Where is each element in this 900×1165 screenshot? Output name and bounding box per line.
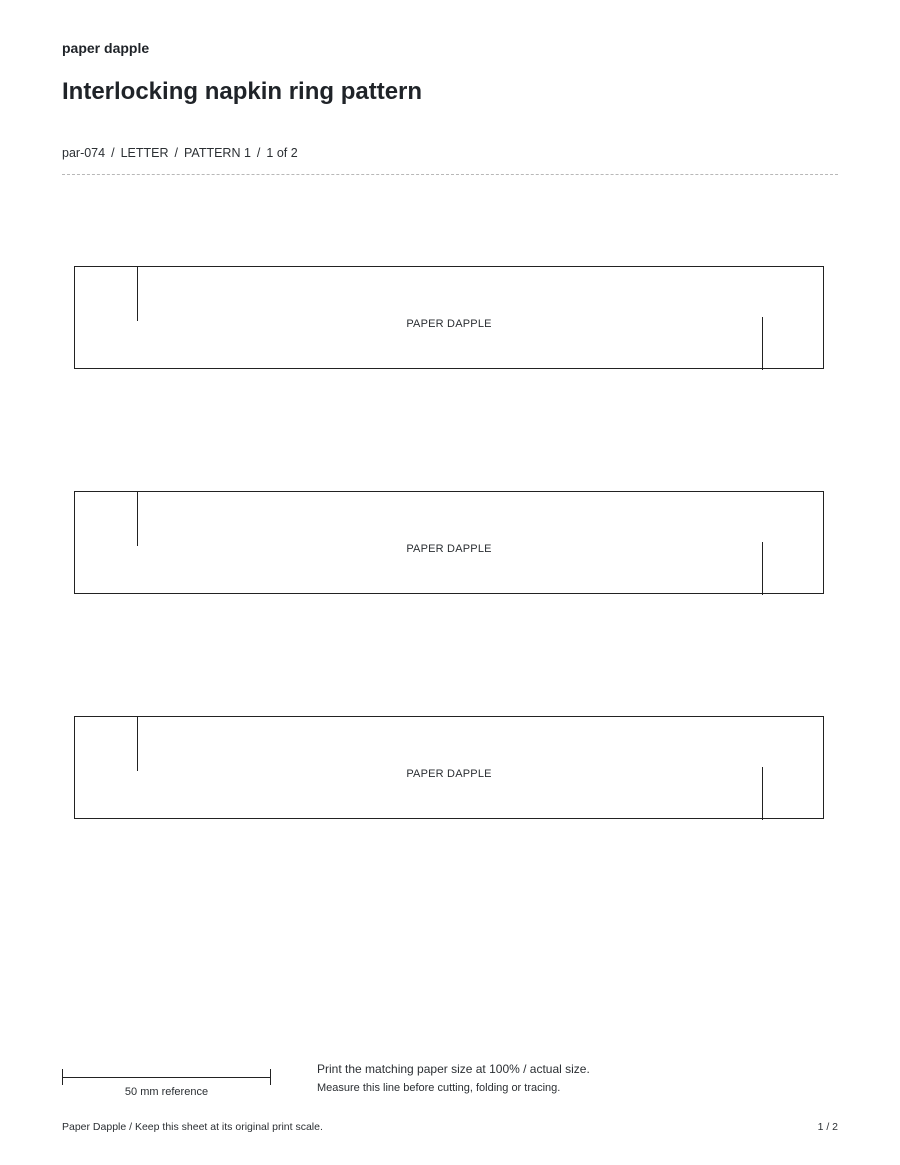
footer-note: Paper Dapple / Keep this sheet at its original print scale.: [62, 1121, 323, 1133]
slot-cut-line-left: [137, 267, 138, 321]
napkin-ring-strip: [74, 491, 824, 594]
breadcrumb-code: par-074: [62, 146, 106, 160]
breadcrumb-separator: /: [256, 146, 261, 160]
strip-label: PAPER DAPPLE: [406, 543, 492, 555]
strip-label: PAPER DAPPLE: [406, 768, 492, 780]
breadcrumb-separator: /: [174, 146, 178, 160]
slot-cut-line-left: [137, 492, 138, 546]
page-number: 1 / 2: [817, 1121, 838, 1133]
breadcrumb-separator: /: [111, 146, 115, 160]
slot-cut-line-left: [137, 717, 138, 771]
measure-instruction: Measure this line before cutting, folding or tracing.: [317, 1082, 561, 1094]
header-divider: [62, 174, 838, 175]
page-title: Interlocking napkin ring pattern: [62, 78, 423, 105]
scale-reference-label: 50 mm reference: [124, 1086, 209, 1098]
print-instruction: Print the matching paper size at 100% / actual size.: [317, 1062, 590, 1076]
scale-reference-line: [62, 1077, 271, 1078]
scale-reference-tick-right: [270, 1069, 271, 1085]
breadcrumb-paper-size: LETTER: [120, 146, 169, 160]
breadcrumb-pattern: PATTERN 1: [184, 146, 251, 160]
napkin-ring-strip: [74, 716, 824, 819]
brand-name: paper dapple: [62, 40, 150, 56]
strip-label: PAPER DAPPLE: [406, 318, 492, 330]
breadcrumb-sheet-count: 1 of 2: [266, 146, 298, 160]
napkin-ring-strip: [74, 266, 824, 369]
breadcrumb: [62, 146, 298, 160]
